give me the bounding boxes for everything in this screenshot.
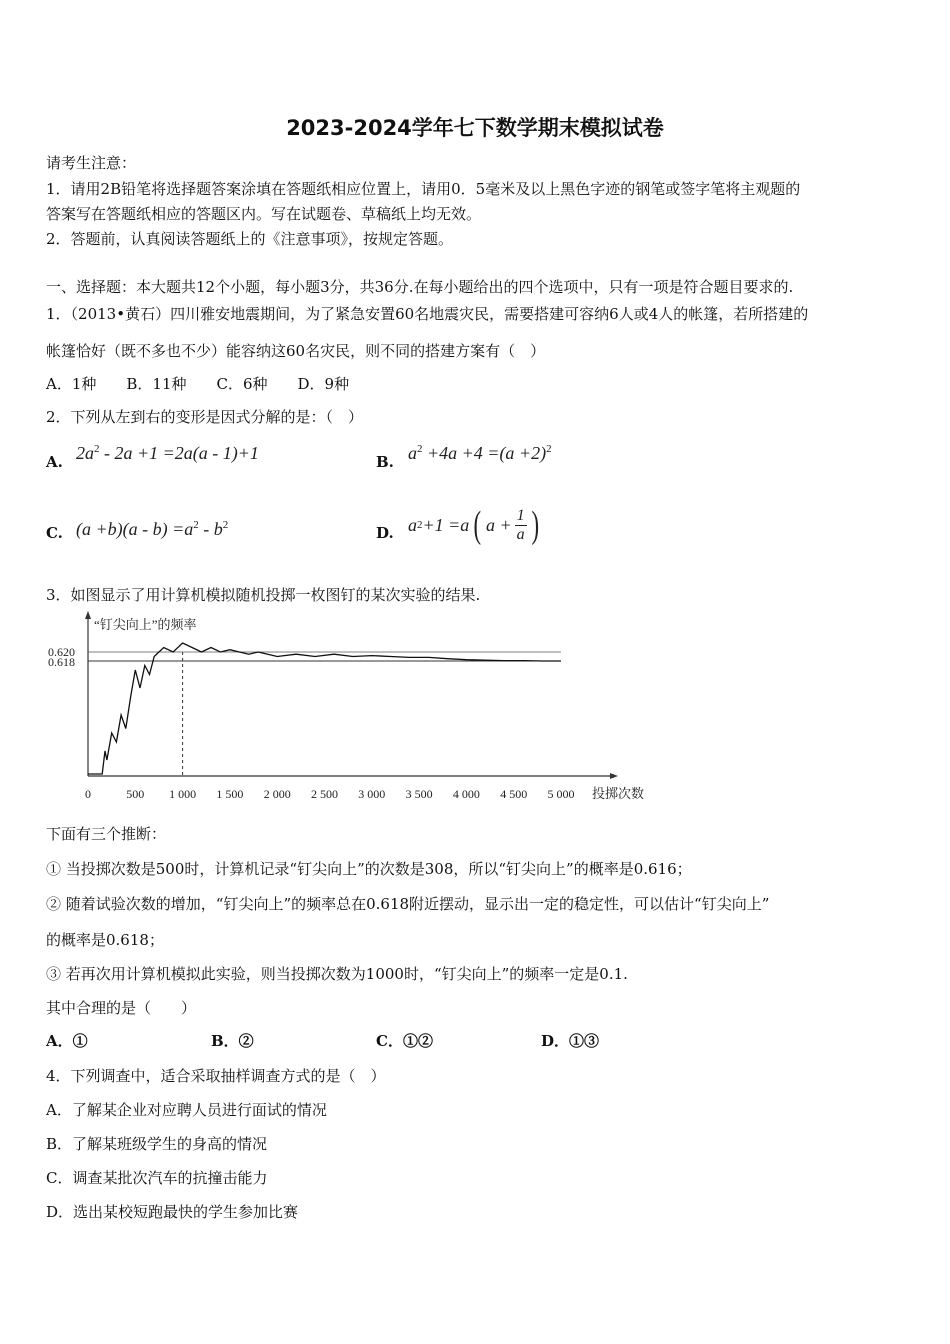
- notice-item-1-cont: 答案写在答题纸相应的答题区内。写在试题卷、草稿纸上均无效。: [46, 205, 482, 223]
- q3-stem: 3．如图显示了用计算机模拟随机投掷一枚图钉的某次实验的结果.: [46, 586, 481, 604]
- q3-question: 其中合理的是（ ）: [46, 999, 197, 1017]
- y-tick-0618: 0.618: [48, 655, 75, 669]
- x-tick-label: 1 000: [169, 787, 197, 801]
- q3-intro: 下面有三个推断：: [46, 825, 167, 843]
- x-tick-label: 3 000: [358, 787, 386, 801]
- q3-option-c: C．①②: [376, 1032, 433, 1050]
- q3-option-a: A．①: [46, 1032, 88, 1050]
- q1-stem-line2: 帐篷恰好（既不多也不少）能容纳这60名灾民，则不同的搭建方案有（ ）: [46, 342, 546, 360]
- q2-option-d-label: D.: [376, 524, 394, 542]
- q4-option-d: D．选出某校短跑最快的学生参加比赛: [46, 1203, 299, 1221]
- q2-option-a-expr: $2a^2 - 2a +1 =2a(a - 1)+1$: [76, 443, 259, 463]
- q3-inference-2-cont: 的概率是0.618；: [46, 931, 164, 949]
- frequency-chart: [46, 608, 658, 806]
- q1-options: A．1种 B．11种 C．6种 D．9种: [46, 375, 350, 393]
- q2-option-b-label: B.: [376, 453, 394, 471]
- x-tick-label: 2 500: [311, 787, 338, 801]
- q4-option-a: A．了解某企业对应聘人员进行面试的情况: [46, 1101, 327, 1119]
- x-tick-label: 2 000: [263, 787, 291, 801]
- x-tick-label: 1 500: [216, 787, 244, 801]
- y-tick-0620: 0.620: [48, 645, 75, 659]
- q4-option-c: C．调查某批次汽车的抗撞击能力: [46, 1169, 268, 1187]
- q2-option-a-label: A.: [46, 453, 63, 471]
- q2-option-b-expr: $a^2 +4a +4 =(a +2)^2$: [408, 443, 552, 463]
- x-tick-label: 4 500: [500, 787, 528, 801]
- fraction-denominator: a: [516, 525, 525, 543]
- x-tick-label: 0: [85, 787, 91, 801]
- page-title: 2023-2024学年七下数学期末模拟试卷: [286, 116, 664, 140]
- q2-option-c-label: C.: [46, 524, 63, 542]
- notice-item-2: 2．答题前，认真阅读答题纸上的《注意事项》，按规定答题。: [46, 230, 454, 248]
- q3-inference-3: ③ 若再次用计算机模拟此实验，则当投掷次数为1000时，“钉尖向上”的频率一定是0.1.: [46, 965, 628, 983]
- q3-option-b: B．②: [211, 1032, 254, 1050]
- notice-heading: 请考生注意：: [46, 154, 137, 172]
- q2-stem: 2．下列从左到右的变形是因式分解的是：（ ）: [46, 408, 364, 426]
- x-tick-label: 3 500: [405, 787, 433, 801]
- q2-option-d-expr: a 2 +1 =a ( a + $\frac{1}{a}$ ): [408, 504, 539, 546]
- x-tick-label: 5 000: [547, 787, 575, 801]
- x-tick-label: 500: [126, 787, 145, 801]
- fraction-numerator: 1: [516, 506, 525, 524]
- q3-inference-2: ② 随着试验次数的增加，“钉尖向上”的频率总在0.618附近摆动，显示出一定的稳定性，可以估计“钉尖向上”: [46, 895, 770, 913]
- q2-option-c-expr: $(a +b)(a - b) =a^2 - b^2$: [76, 519, 229, 539]
- q3-option-d: D．①③: [541, 1032, 600, 1050]
- section-heading: 一、选择题：本大题共12个小题，每小题3分，共36分.在每小题给出的四个选项中，只有一项是符合题目要求的.: [46, 278, 794, 296]
- y-axis-label: “钉尖向上”的频率: [94, 617, 197, 632]
- q4-stem: 4．下列调查中，适合采取抽样调查方式的是（ ）: [46, 1067, 386, 1085]
- q4-option-b: B．了解某班级学生的身高的情况: [46, 1135, 268, 1153]
- x-tick-label: 4 000: [452, 787, 480, 801]
- q1-stem-line1: 1．（2013•黄石）四川雅安地震期间，为了紧急安置60名地震灾民，需要搭建可容纳6人或4人的帐篷，若所搭建的: [46, 305, 809, 323]
- x-axis-label: 投掷次数: [592, 786, 645, 801]
- q3-inference-1: ① 当投掷次数是500时，计算机记录“钉尖向上”的次数是308，所以“钉尖向上”的概率是0.616；: [46, 860, 692, 878]
- notice-item-1: 1．请用2B铅笔将选择题答案涂填在答题纸相应位置上，请用0．5毫米及以上黑色字迹的钢笔或签字笔将主观题的: [46, 180, 801, 198]
